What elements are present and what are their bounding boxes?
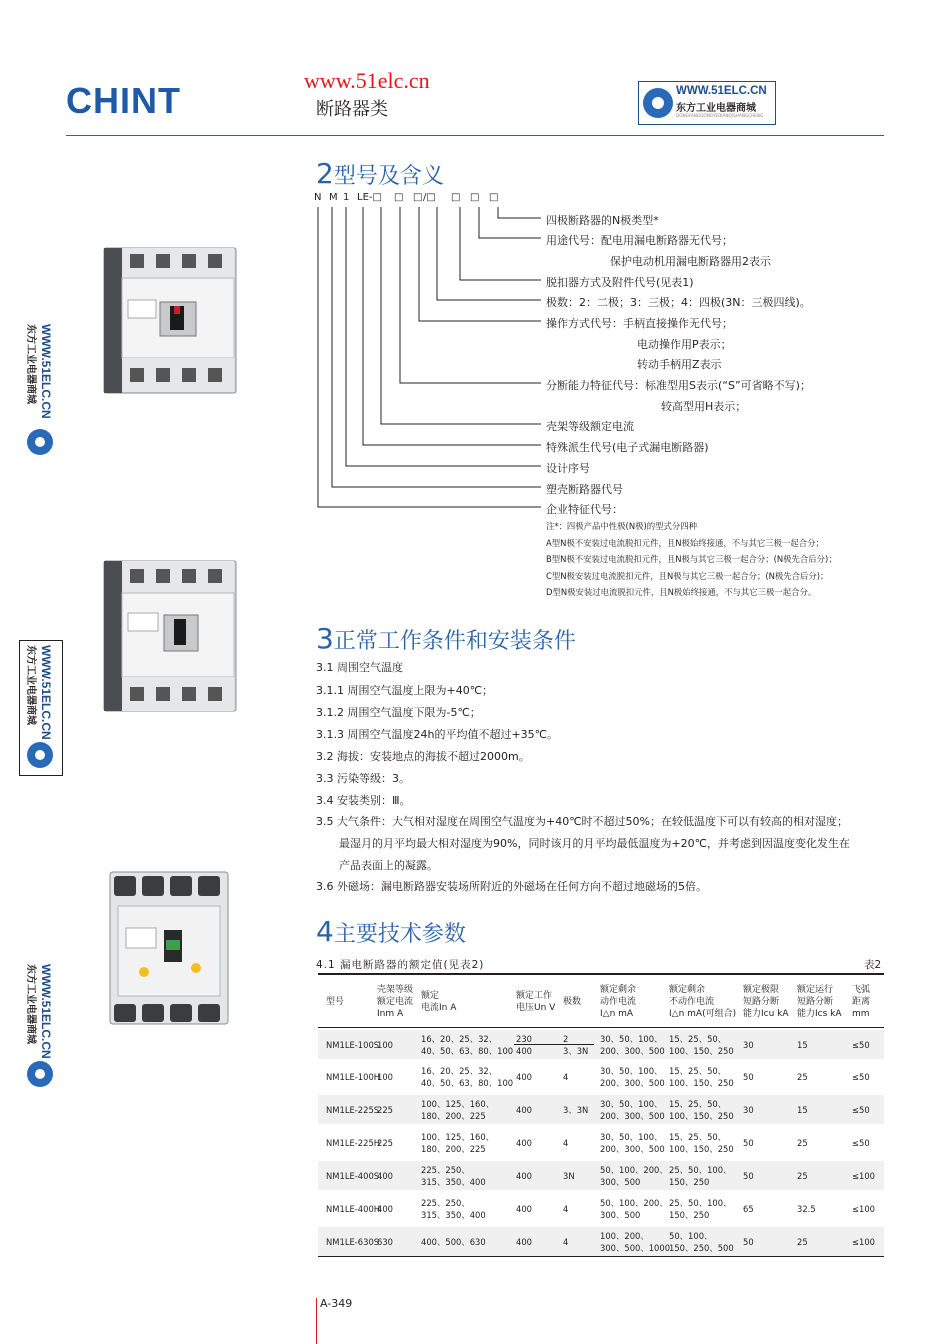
cell-in: [421, 1033, 513, 1057]
cell-poles: [563, 1170, 575, 1182]
table-label: 表2: [864, 959, 882, 971]
cell-idn: [600, 1164, 668, 1188]
cell-line: 3、3N: [563, 1045, 589, 1056]
desc-operation: 操作方式代号：手柄直接操作无代号；: [546, 317, 733, 330]
cell-icu: 50: [743, 1137, 754, 1148]
cell-line: 30、50、100、: [600, 1131, 663, 1142]
cell-line: 15、25、50、: [669, 1098, 727, 1109]
column-header: [743, 984, 789, 1020]
column-header-line: 能力Icu kA: [743, 1009, 789, 1019]
cell-arc: ≤50: [852, 1071, 870, 1082]
section3-number: 3: [316, 622, 334, 655]
cell-idn: [600, 1197, 668, 1221]
cell-idno: [669, 1033, 734, 1057]
column-header-line: 动作电流: [600, 997, 637, 1007]
cell-icu: 65: [743, 1203, 754, 1214]
desc-usage-motor: 保护电动机用漏电断路器用2表示: [610, 255, 771, 268]
cell-line: 400: [516, 1045, 532, 1056]
code-char: □: [413, 192, 423, 203]
section4-heading: [316, 915, 466, 948]
section3-title: 正常工作条件和安装条件: [333, 629, 576, 654]
cell-line: 150、250: [669, 1176, 710, 1187]
cell-line: 400: [516, 1170, 532, 1181]
side-badge-2: [22, 643, 62, 773]
condition-line: 3.1 周围空气温度: [316, 661, 403, 674]
cell-idno: [669, 1230, 734, 1254]
cell-un: [516, 1203, 532, 1215]
column-header-line: 极数: [563, 997, 582, 1007]
column-header-line: mm: [852, 1009, 870, 1019]
cell-icu: 30: [743, 1039, 754, 1050]
cell-icu: 50: [743, 1071, 754, 1082]
cell-inm: 400: [377, 1170, 393, 1181]
breaker-image-2: [100, 555, 240, 715]
cell-line: 300、500、1000: [600, 1242, 671, 1253]
code-bracket-lines: [0, 0, 950, 520]
cell-arc: ≤100: [852, 1203, 876, 1214]
cell-poles: [563, 1104, 588, 1116]
cell-in: [421, 1197, 486, 1221]
cell-line: 15、25、50、: [669, 1033, 727, 1044]
cell-ics: 15: [797, 1104, 808, 1115]
column-header: [600, 984, 636, 1020]
cell-idno: [669, 1131, 734, 1155]
cell-idn: [600, 1098, 665, 1122]
condition-line: 3.2 海拔：安装地点的海拔不超过2000m。: [316, 750, 530, 763]
column-header-line: 额定: [421, 991, 440, 1001]
cell-in: [421, 1065, 513, 1089]
section2-number: 2: [316, 157, 334, 190]
cell-model: NM1LE-630S: [326, 1236, 380, 1247]
cell-line: 2: [563, 1033, 569, 1044]
category-title: 断路器类: [316, 99, 388, 120]
cell-arc: ≤100: [852, 1170, 876, 1181]
cell-line: 16、20、25、32、: [421, 1065, 498, 1076]
side-badge-name: 东方工业电器商城: [25, 645, 36, 725]
cell-model: NM1LE-100H: [326, 1071, 381, 1082]
cell-line: 300、500: [600, 1209, 641, 1220]
cell-line: 4: [563, 1203, 569, 1214]
desc-operation-z: 转动手柄用Z表示: [637, 358, 722, 371]
cell-line: 100、150、250: [669, 1045, 734, 1056]
column-header-line: 不动作电流: [669, 997, 715, 1007]
cell-in: [421, 1164, 486, 1188]
cell-line: 300、500: [600, 1176, 641, 1187]
cell-un: [516, 1104, 532, 1116]
side-badge-url: WWW.51ELC.CN: [39, 645, 53, 740]
cell-inm: 630: [377, 1236, 393, 1247]
column-header-line: 额定极限: [743, 985, 780, 995]
brand-logo: CHINT: [66, 80, 181, 121]
cell-inm: 225: [377, 1104, 393, 1115]
note-d-type: D型N极安装过电流脱扣元件，且N极始终接通，不与其它三极一起合分。: [546, 587, 817, 597]
side-badge-url: WWW.51ELC.CN: [39, 324, 53, 419]
column-header-line: 能力Ics kA: [797, 1009, 842, 1019]
cell-line: 50、100、200、: [600, 1197, 668, 1208]
column-header: [377, 984, 413, 1020]
cell-line: 200、300、500: [600, 1045, 665, 1056]
cell-arc: ≤50: [852, 1039, 870, 1050]
cell-model: NM1LE-100S: [326, 1039, 380, 1050]
condition-line: 3.3 污染等级：3。: [316, 772, 410, 785]
cell-poles: [563, 1137, 568, 1149]
cell-idno: [669, 1164, 731, 1188]
cell-icu: 30: [743, 1104, 754, 1115]
cell-line: 200、300、500: [600, 1077, 665, 1088]
desc-release: 脱扣器方式及附件代号(见表1): [546, 276, 694, 289]
column-header-line: 额定电流: [377, 997, 414, 1007]
cell-line: 4: [563, 1137, 569, 1148]
condition-line: 3.1.3 周围空气温度24h的平均值不超过+35℃。: [316, 728, 559, 741]
code-char: □: [394, 192, 404, 203]
cell-split-rule: [514, 1044, 594, 1045]
code-char: □: [489, 192, 499, 203]
cell-line: 400: [516, 1236, 532, 1247]
column-header-line: Inm A: [377, 1009, 404, 1019]
cell-line: 200、300、500: [600, 1143, 665, 1154]
cell-ics: 25: [797, 1236, 808, 1247]
desc-special: 特殊派生代号(电子式漏电断路器): [546, 441, 709, 454]
column-header-line: I△n mA(可组合): [669, 1009, 737, 1019]
cell-line: 4: [563, 1071, 569, 1082]
column-header-line: I△n mA: [600, 1009, 634, 1019]
condition-line: 3.5 大气条件：大气相对湿度在周围空气温度为+40℃时不超过50%；在较低温度下可以有较高的相对湿度；: [316, 815, 849, 828]
cell-idno: [669, 1197, 731, 1221]
cell-arc: ≤100: [852, 1236, 876, 1247]
side-badge-name: 东方工业电器商城: [25, 964, 36, 1044]
cell-idn: [600, 1131, 665, 1155]
cell-ics: 32.5: [797, 1203, 816, 1214]
condition-line: 最湿月的月平均最大相对湿度为90%，同时该月的月平均最低温度为+20℃，并考虑到因温度变化发生在: [339, 837, 851, 850]
side-badge-url: WWW.51ELC.CN: [39, 964, 53, 1059]
column-header-line: 额定工作: [516, 991, 553, 1001]
cell-line: 30、50、100、: [600, 1033, 663, 1044]
table-bottom-rule: [318, 1256, 884, 1257]
code-char: M: [329, 192, 338, 203]
cell-ics: 15: [797, 1039, 808, 1050]
cell-line: 180、200、225: [421, 1110, 486, 1121]
note-a-type: A型N极不安装过电流脱扣元件，且N极始终接通，不与其它三极一起合分；: [546, 538, 824, 548]
desc-usage: 用途代号：配电用漏电断路器无代号；: [546, 234, 733, 247]
cell-line: 400: [516, 1137, 532, 1148]
condition-line: 产品表面上的凝露。: [339, 859, 438, 872]
column-header: [516, 990, 555, 1014]
cell-line: 16、20、25、32、: [421, 1033, 498, 1044]
column-header: [669, 984, 736, 1020]
cell-line: 4: [563, 1236, 569, 1247]
cell-line: 3N: [563, 1170, 575, 1181]
cell-line: 400、500、630: [421, 1236, 486, 1247]
desc-mccb-code: 塑壳断路器代号: [546, 483, 623, 496]
desc-breaking-h: 较高型用H表示；: [661, 400, 747, 413]
cell-idno: [669, 1065, 734, 1089]
column-header-line: 短路分断: [797, 997, 834, 1007]
cell-line: 25、50、100、: [669, 1164, 732, 1175]
column-header-line: 壳架等级: [377, 985, 414, 995]
desc-n-pole-type: 四极断路器的N极类型*: [546, 214, 659, 227]
cell-idno: [669, 1098, 734, 1122]
note-b-type: B型N极不安装过电流脱扣元件，且N极与其它三极一起合分；(N极先合后分)；: [546, 554, 837, 564]
breaker-image-3: [104, 868, 234, 1028]
cell-model: NM1LE-400H: [326, 1203, 381, 1214]
table-top-rule: [318, 973, 884, 975]
cell-line: 225、250、: [421, 1164, 470, 1175]
code-char: /□: [423, 192, 436, 203]
site-url: www.51elc.cn: [304, 68, 430, 93]
cell-ics: 25: [797, 1071, 808, 1082]
cell-line: 40、50、63、80、100: [421, 1077, 514, 1088]
cell-un: [516, 1236, 532, 1248]
column-header-line: 额定剩余: [600, 985, 637, 995]
section4-title: 主要技术参数: [333, 922, 466, 947]
cell-model: NM1LE-225S: [326, 1104, 380, 1115]
table-caption: 4.1 漏电断路器的额定值(见表2): [316, 959, 485, 971]
column-header-line: 型号: [326, 997, 345, 1007]
cell-model: NM1LE-400S: [326, 1170, 380, 1181]
column-header-line: 短路分断: [743, 997, 780, 1007]
code-char: N: [314, 192, 322, 203]
cell-line: 150、250: [669, 1209, 710, 1220]
cell-arc: ≤50: [852, 1137, 870, 1148]
cell-poles: [563, 1071, 568, 1083]
cell-line: 315、350、400: [421, 1176, 486, 1187]
desc-design-no: 设计序号: [546, 462, 590, 475]
cell-icu: 50: [743, 1236, 754, 1247]
column-header-line: 电流In A: [421, 1003, 457, 1013]
cell-line: 100、150、250: [669, 1077, 734, 1088]
cell-line: 3、3N: [563, 1104, 589, 1115]
cell-inm: 400: [377, 1203, 393, 1214]
cell-line: 100、150、250: [669, 1143, 734, 1154]
cell-ics: 25: [797, 1170, 808, 1181]
cell-un: [516, 1137, 532, 1149]
cell-in: [421, 1098, 494, 1122]
cell-poles: [563, 1203, 568, 1215]
column-header: [852, 984, 870, 1020]
cell-line: 100、150、250: [669, 1110, 734, 1121]
cell-line: 180、200、225: [421, 1143, 486, 1154]
cell-line: 100、200、: [600, 1230, 649, 1241]
mall-badge: WWW.51ELC.CN 东方工业电器商城 DONGFANGGONGYEDIANQISHANGCHENG: [638, 81, 776, 125]
desc-operation-p: 电动操作用P表示；: [637, 338, 732, 351]
cell-arc: ≤50: [852, 1104, 870, 1115]
column-header-line: 额定剩余: [669, 985, 706, 995]
cell-line: 50、100、: [669, 1230, 713, 1241]
column-header-line: 距离: [852, 997, 871, 1007]
cell-poles: [563, 1236, 568, 1248]
cell-idn: [600, 1230, 670, 1254]
column-header: [797, 984, 842, 1020]
cell-idn: [600, 1065, 665, 1089]
code-char: LE-□: [357, 192, 382, 203]
column-header-line: 飞弧: [852, 985, 871, 995]
cell-un: [516, 1170, 532, 1182]
cell-icu: 50: [743, 1170, 754, 1181]
side-badge-name: 东方工业电器商城: [25, 324, 36, 404]
cell-line: 40、50、63、80、100: [421, 1045, 514, 1056]
section3-heading: [316, 622, 576, 655]
cell-line: 15、25、50、: [669, 1131, 727, 1142]
desc-enterprise: 企业特征代号：: [546, 503, 623, 516]
cell-line: 225、250、: [421, 1197, 470, 1208]
cell-line: 30、50、100、: [600, 1065, 663, 1076]
table-header-rule: [318, 1027, 884, 1028]
column-header-line: 电压Un V: [516, 1003, 556, 1013]
cell-inm: 100: [377, 1071, 393, 1082]
cell-line: 100、125、160、: [421, 1098, 495, 1109]
cell-ics: 25: [797, 1137, 808, 1148]
code-char: 1: [343, 192, 350, 203]
cell-inm: 100: [377, 1039, 393, 1050]
side-badge-3: [22, 962, 62, 1092]
note-header: 注*：四极产品中性极(N极)的型式分四种: [546, 521, 697, 531]
code-char: □: [470, 192, 480, 203]
cell-un: [516, 1071, 532, 1083]
desc-poles: 极数：2：二极；3：三极；4：四极(3N：三极四线)。: [546, 296, 811, 309]
cell-line: 30、50、100、: [600, 1098, 663, 1109]
cell-line: 400: [516, 1071, 532, 1082]
column-header: [421, 990, 456, 1014]
section2-title: 型号及含义: [333, 164, 444, 189]
cell-line: 315、350、400: [421, 1209, 486, 1220]
cell-line: 50、100、200、: [600, 1164, 668, 1175]
condition-line: 3.4 安装类别：Ⅲ。: [316, 794, 411, 807]
note-c-type: C型N极安装过电流脱扣元件，且N极与其它三极一起合分；(N极先合后分)；: [546, 571, 829, 581]
section4-number: 4: [316, 915, 334, 948]
cell-in: [421, 1131, 494, 1155]
cell-line: 100、125、160、: [421, 1131, 495, 1142]
condition-line: 3.1.1 周围空气温度上限为+40℃；: [316, 684, 494, 697]
condition-line: 3.6 外磁场：漏电断路器安装场所附近的外磁场在任何方向不超过地磁场的5倍。: [316, 880, 707, 893]
cell-in: [421, 1236, 486, 1248]
cell-model: NM1LE-225H: [326, 1137, 381, 1148]
cell-line: 15、25、50、: [669, 1065, 727, 1076]
cell-line: 200、300、500: [600, 1110, 665, 1121]
cell-line: 150、250、500: [669, 1242, 734, 1253]
page-number: A-349: [320, 1297, 353, 1310]
column-header: [326, 996, 344, 1008]
condition-line: 3.1.2 周围空气温度下限为-5℃；: [316, 706, 481, 719]
cell-inm: 225: [377, 1137, 393, 1148]
cell-line: 230: [516, 1033, 532, 1044]
code-char: □: [451, 192, 461, 203]
cell-line: 400: [516, 1104, 532, 1115]
cell-line: 25、50、100、: [669, 1197, 732, 1208]
desc-breaking: 分断能力特征代号：标准型用S表示(“S”可省略不写)；: [546, 379, 811, 392]
column-header: [563, 996, 581, 1008]
page-number-rule: [316, 1298, 317, 1344]
cell-idn: [600, 1033, 665, 1057]
desc-frame-current: 壳架等级额定电流: [546, 420, 634, 433]
cell-line: 400: [516, 1203, 532, 1214]
column-header-line: 额定运行: [797, 985, 834, 995]
